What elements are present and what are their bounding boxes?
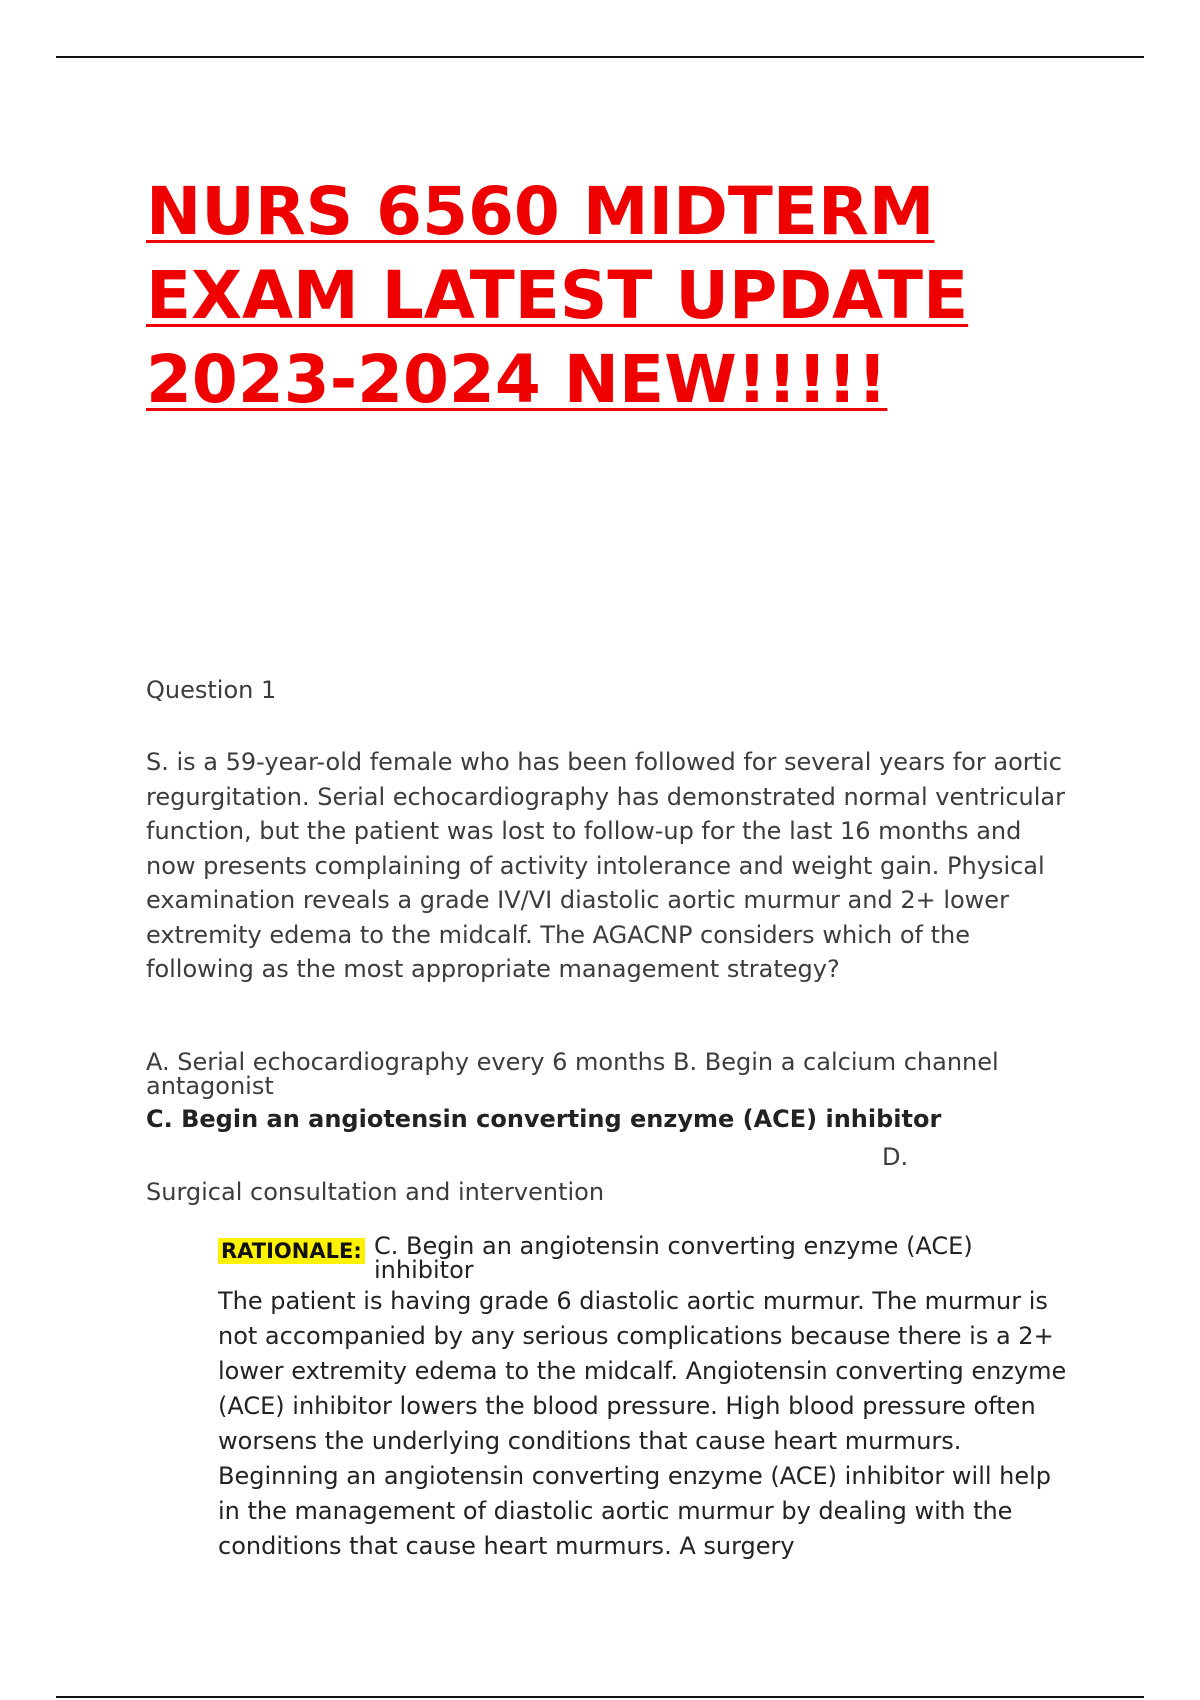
option-a-b: A. Serial echocardiography every 6 months B. Begin a calcium channel antagonist xyxy=(146,1048,999,1100)
option-d-text: Surgical consultation and intervention xyxy=(146,1178,605,1206)
question-stem: S. is a 59-year-old female who has been followed for several years for aortic regurgitation. Serial echocardiography has demonstrated normal ventricular function, but the patient was lost to follow-up for the last 16 months and now presents complaining of activity intolerance and weight gain. Physical examination reveals a grade IV/VI diastolic aortic murmur and 2+ lower extremity edema to the midcalf. The AGACNP considers which of the following as the most appropriate management strategy? xyxy=(146,748,1066,983)
rationale-answer: C. Begin an angiotensin converting enzyme (ACE) inhibitor xyxy=(374,1232,973,1284)
title-line-3: 2023-2024 NEW!!!!! xyxy=(146,341,888,418)
document-title xyxy=(146,170,1126,422)
title-line-1: NURS 6560 MIDTERM xyxy=(146,173,935,250)
option-d-letter: D. xyxy=(882,1143,909,1171)
bottom-rule xyxy=(56,1696,1144,1698)
question-label: Question 1 xyxy=(146,676,277,704)
top-rule xyxy=(56,56,1144,58)
option-c-answer: C. Begin an angiotensin converting enzyme (ACE) inhibitor xyxy=(146,1105,942,1133)
rationale-label: RATIONALE: xyxy=(218,1238,365,1264)
rationale-text: The patient is having grade 6 diastolic aortic murmur. The murmur is not accompanied by any serious complications because there is a 2+ lower extremity edema to the midcalf. Angiotensin converting enzyme (ACE) inhibitor lowers the blood pressure. High blood pressure often worsens the underlying conditions that cause heart murmurs. Beginning an angiotensin converting enzyme (ACE) inhibitor will help in the management of diastolic aortic murmur by dealing with the conditions that cause heart murmurs. A surgery xyxy=(218,1287,1067,1560)
title-line-2: EXAM LATEST UPDATE xyxy=(146,257,969,334)
